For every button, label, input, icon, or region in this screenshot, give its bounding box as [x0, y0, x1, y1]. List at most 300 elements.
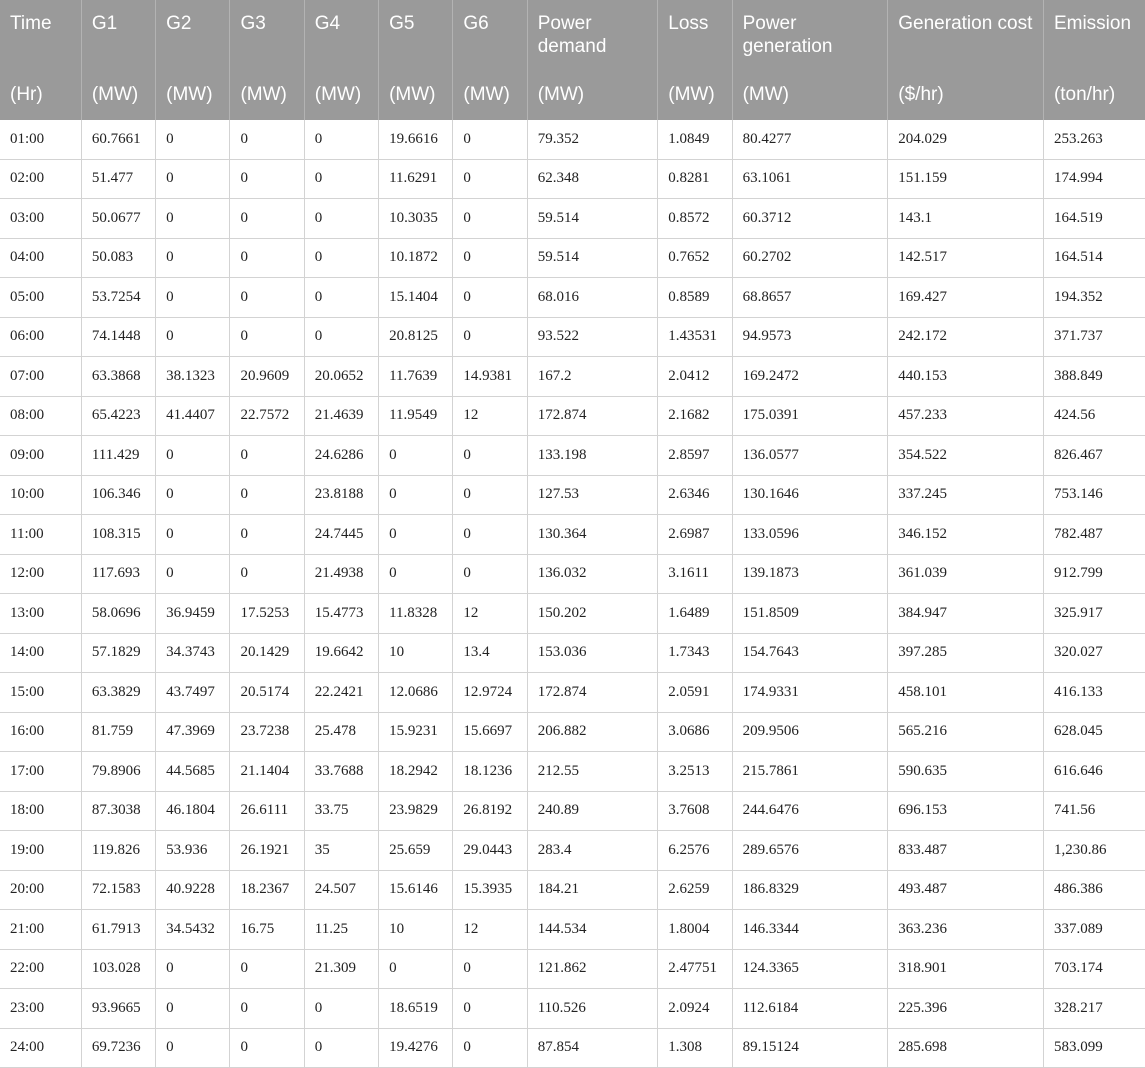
- column-header: Emission: [1043, 0, 1145, 70]
- table-cell: 60.7661: [81, 120, 155, 159]
- table-cell: 0: [379, 554, 453, 594]
- table-cell: 2.8597: [658, 436, 732, 476]
- time-cell: 06:00: [0, 317, 81, 357]
- time-cell: 19:00: [0, 831, 81, 871]
- time-cell: 15:00: [0, 673, 81, 713]
- table-row: [0, 199, 1145, 239]
- table-cell: 0: [230, 1028, 304, 1068]
- table-row: [0, 1028, 1145, 1068]
- table-cell: 346.152: [888, 515, 1044, 555]
- table-cell: 240.89: [527, 791, 658, 831]
- column-unit: (MW): [453, 70, 527, 120]
- table-cell: 12: [453, 396, 527, 436]
- table-cell: 397.285: [888, 633, 1044, 673]
- table-cell: 146.3344: [732, 910, 888, 950]
- table-cell: 0: [453, 159, 527, 199]
- time-cell: 24:00: [0, 1028, 81, 1068]
- table-cell: 371.737: [1043, 317, 1145, 357]
- table-cell: 242.172: [888, 317, 1044, 357]
- table-row: [0, 554, 1145, 594]
- table-cell: 0.7652: [658, 238, 732, 278]
- table-cell: 29.0443: [453, 831, 527, 871]
- table-cell: 0: [304, 199, 378, 239]
- table-cell: 361.039: [888, 554, 1044, 594]
- time-cell: 04:00: [0, 238, 81, 278]
- table-cell: 0: [304, 278, 378, 318]
- table-cell: 0: [230, 436, 304, 476]
- table-cell: 0: [304, 159, 378, 199]
- table-cell: 169.2472: [732, 357, 888, 397]
- table-cell: 46.1804: [156, 791, 230, 831]
- table-cell: 13.4: [453, 633, 527, 673]
- table-cell: 24.7445: [304, 515, 378, 555]
- column-header: G1: [81, 0, 155, 70]
- column-unit: (Hr): [0, 70, 81, 120]
- table-cell: 121.862: [527, 949, 658, 989]
- table-cell: 20.0652: [304, 357, 378, 397]
- table-cell: 6.2576: [658, 831, 732, 871]
- table-cell: 153.036: [527, 633, 658, 673]
- table-row: [0, 317, 1145, 357]
- table-cell: 0: [304, 238, 378, 278]
- table-cell: 2.6987: [658, 515, 732, 555]
- table-cell: 61.7913: [81, 910, 155, 950]
- table-cell: 0: [453, 475, 527, 515]
- time-cell: 03:00: [0, 199, 81, 239]
- column-unit: (MW): [156, 70, 230, 120]
- table-cell: 0: [453, 515, 527, 555]
- table-cell: 0: [230, 475, 304, 515]
- time-cell: 17:00: [0, 752, 81, 792]
- table-cell: 0: [230, 120, 304, 159]
- table-cell: 2.0412: [658, 357, 732, 397]
- table-cell: 87.3038: [81, 791, 155, 831]
- table-cell: 0: [156, 120, 230, 159]
- table-cell: 3.1611: [658, 554, 732, 594]
- table-cell: 0: [156, 1028, 230, 1068]
- table-cell: 3.2513: [658, 752, 732, 792]
- table-cell: 143.1: [888, 199, 1044, 239]
- column-header: Time: [0, 0, 81, 70]
- table-cell: 354.522: [888, 436, 1044, 476]
- time-cell: 07:00: [0, 357, 81, 397]
- time-cell: 14:00: [0, 633, 81, 673]
- table-cell: 60.3712: [732, 199, 888, 239]
- column-unit: (MW): [81, 70, 155, 120]
- table-cell: 0: [453, 989, 527, 1029]
- column-unit: (MW): [230, 70, 304, 120]
- table-cell: 41.4407: [156, 396, 230, 436]
- table-cell: 0: [453, 554, 527, 594]
- table-cell: 12.9724: [453, 673, 527, 713]
- table-row: [0, 159, 1145, 199]
- table-cell: 119.826: [81, 831, 155, 871]
- table-cell: 11.6291: [379, 159, 453, 199]
- table-cell: 19.6616: [379, 120, 453, 159]
- table-cell: 212.55: [527, 752, 658, 792]
- table-cell: 164.519: [1043, 199, 1145, 239]
- table-cell: 164.514: [1043, 238, 1145, 278]
- table-cell: 22.2421: [304, 673, 378, 713]
- column-header: Loss: [658, 0, 732, 70]
- column-header: G6: [453, 0, 527, 70]
- table-row: [0, 357, 1145, 397]
- table-cell: 103.028: [81, 949, 155, 989]
- table-cell: 133.0596: [732, 515, 888, 555]
- table-cell: 741.56: [1043, 791, 1145, 831]
- column-header: G2: [156, 0, 230, 70]
- table-cell: 0: [156, 436, 230, 476]
- table-row: [0, 633, 1145, 673]
- table-cell: 15.6146: [379, 870, 453, 910]
- table-cell: 20.8125: [379, 317, 453, 357]
- table-cell: 225.396: [888, 989, 1044, 1029]
- table-cell: 285.698: [888, 1028, 1044, 1068]
- table-cell: 19.6642: [304, 633, 378, 673]
- time-cell: 11:00: [0, 515, 81, 555]
- table-cell: 206.882: [527, 712, 658, 752]
- table-cell: 186.8329: [732, 870, 888, 910]
- time-cell: 05:00: [0, 278, 81, 318]
- table-cell: 753.146: [1043, 475, 1145, 515]
- column-unit: (ton/hr): [1043, 70, 1145, 120]
- table-cell: 486.386: [1043, 870, 1145, 910]
- table-cell: 616.646: [1043, 752, 1145, 792]
- table-cell: 58.0696: [81, 594, 155, 634]
- table-cell: 175.0391: [732, 396, 888, 436]
- table-cell: 590.635: [888, 752, 1044, 792]
- table-cell: 325.917: [1043, 594, 1145, 634]
- table-cell: 0: [379, 949, 453, 989]
- time-cell: 16:00: [0, 712, 81, 752]
- table-cell: 0: [230, 989, 304, 1029]
- table-cell: 17.5253: [230, 594, 304, 634]
- table-cell: 130.364: [527, 515, 658, 555]
- table-cell: 18.1236: [453, 752, 527, 792]
- table-cell: 1.6489: [658, 594, 732, 634]
- table-cell: 18.2942: [379, 752, 453, 792]
- header-label-row: [0, 0, 1145, 70]
- table-cell: 11.7639: [379, 357, 453, 397]
- table-cell: 15.3935: [453, 870, 527, 910]
- table-cell: 363.236: [888, 910, 1044, 950]
- table-cell: 26.1921: [230, 831, 304, 871]
- table-cell: 33.75: [304, 791, 378, 831]
- table-cell: 703.174: [1043, 949, 1145, 989]
- table-cell: 3.7608: [658, 791, 732, 831]
- table-cell: 144.534: [527, 910, 658, 950]
- table-cell: 36.9459: [156, 594, 230, 634]
- table-cell: 59.514: [527, 238, 658, 278]
- table-cell: 15.6697: [453, 712, 527, 752]
- table-cell: 0: [156, 475, 230, 515]
- table-cell: 2.6346: [658, 475, 732, 515]
- table-cell: 458.101: [888, 673, 1044, 713]
- column-header: Power demand: [527, 0, 658, 70]
- table-cell: 167.2: [527, 357, 658, 397]
- table-cell: 0: [156, 159, 230, 199]
- table-row: [0, 396, 1145, 436]
- table-cell: 25.478: [304, 712, 378, 752]
- table-cell: 10.1872: [379, 238, 453, 278]
- table-body: [0, 120, 1145, 1068]
- table-cell: 154.7643: [732, 633, 888, 673]
- column-unit: (MW): [527, 70, 658, 120]
- table-cell: 204.029: [888, 120, 1044, 159]
- time-cell: 10:00: [0, 475, 81, 515]
- table-cell: 11.9549: [379, 396, 453, 436]
- table-row: [0, 594, 1145, 634]
- table-cell: 68.8657: [732, 278, 888, 318]
- table-cell: 60.2702: [732, 238, 888, 278]
- table-cell: 26.6111: [230, 791, 304, 831]
- table-cell: 169.427: [888, 278, 1044, 318]
- table-cell: 10.3035: [379, 199, 453, 239]
- table-cell: 416.133: [1043, 673, 1145, 713]
- table-cell: 21.309: [304, 949, 378, 989]
- table-cell: 87.854: [527, 1028, 658, 1068]
- table-cell: 63.3868: [81, 357, 155, 397]
- table-cell: 26.8192: [453, 791, 527, 831]
- table-cell: 127.53: [527, 475, 658, 515]
- table-cell: 283.4: [527, 831, 658, 871]
- table-cell: 59.514: [527, 199, 658, 239]
- table-cell: 79.8906: [81, 752, 155, 792]
- table-cell: 0: [453, 436, 527, 476]
- table-cell: 15.9231: [379, 712, 453, 752]
- table-cell: 493.487: [888, 870, 1044, 910]
- table-cell: 0: [230, 317, 304, 357]
- table-cell: 22.7572: [230, 396, 304, 436]
- table-cell: 0: [453, 1028, 527, 1068]
- table-cell: 253.263: [1043, 120, 1145, 159]
- time-cell: 12:00: [0, 554, 81, 594]
- table-cell: 172.874: [527, 673, 658, 713]
- table-cell: 72.1583: [81, 870, 155, 910]
- table-cell: 0: [156, 278, 230, 318]
- table-cell: 0: [230, 278, 304, 318]
- table-cell: 384.947: [888, 594, 1044, 634]
- time-cell: 01:00: [0, 120, 81, 159]
- time-cell: 23:00: [0, 989, 81, 1029]
- table-cell: 0: [453, 278, 527, 318]
- table-cell: 74.1448: [81, 317, 155, 357]
- table-cell: 184.21: [527, 870, 658, 910]
- table-cell: 0: [156, 317, 230, 357]
- table-cell: 139.1873: [732, 554, 888, 594]
- table-cell: 1,230.86: [1043, 831, 1145, 871]
- table-cell: 215.7861: [732, 752, 888, 792]
- table-cell: 15.1404: [379, 278, 453, 318]
- table-cell: 80.4277: [732, 120, 888, 159]
- table-cell: 209.9506: [732, 712, 888, 752]
- table-cell: 16.75: [230, 910, 304, 950]
- table-cell: 35: [304, 831, 378, 871]
- table-cell: 0: [379, 475, 453, 515]
- table-cell: 457.233: [888, 396, 1044, 436]
- table-cell: 21.1404: [230, 752, 304, 792]
- table-cell: 0: [156, 515, 230, 555]
- table-cell: 63.1061: [732, 159, 888, 199]
- table-cell: 244.6476: [732, 791, 888, 831]
- column-header: Power generation: [732, 0, 888, 70]
- table-cell: 337.089: [1043, 910, 1145, 950]
- table-row: [0, 515, 1145, 555]
- table-cell: 3.0686: [658, 712, 732, 752]
- table-cell: 0.8572: [658, 199, 732, 239]
- table-cell: 50.083: [81, 238, 155, 278]
- table-cell: 320.027: [1043, 633, 1145, 673]
- table-cell: 14.9381: [453, 357, 527, 397]
- table-cell: 2.0591: [658, 673, 732, 713]
- table-cell: 65.4223: [81, 396, 155, 436]
- table-cell: 194.352: [1043, 278, 1145, 318]
- table-cell: 0: [453, 120, 527, 159]
- table-cell: 62.348: [527, 159, 658, 199]
- table-cell: 68.016: [527, 278, 658, 318]
- table-cell: 328.217: [1043, 989, 1145, 1029]
- table-cell: 18.2367: [230, 870, 304, 910]
- table-cell: 583.099: [1043, 1028, 1145, 1068]
- table-cell: 0: [156, 949, 230, 989]
- table-cell: 51.477: [81, 159, 155, 199]
- table-cell: 565.216: [888, 712, 1044, 752]
- table-cell: 0: [230, 554, 304, 594]
- table-row: [0, 475, 1145, 515]
- table-cell: 21.4938: [304, 554, 378, 594]
- table-cell: 108.315: [81, 515, 155, 555]
- column-unit: (MW): [379, 70, 453, 120]
- table-cell: 20.1429: [230, 633, 304, 673]
- table-cell: 172.874: [527, 396, 658, 436]
- table-cell: 81.759: [81, 712, 155, 752]
- table-cell: 57.1829: [81, 633, 155, 673]
- table-cell: 23.9829: [379, 791, 453, 831]
- table-cell: 150.202: [527, 594, 658, 634]
- table-cell: 23.7238: [230, 712, 304, 752]
- table-cell: 21.4639: [304, 396, 378, 436]
- table-row: [0, 673, 1145, 713]
- table-cell: 110.526: [527, 989, 658, 1029]
- table-cell: 47.3969: [156, 712, 230, 752]
- table-cell: 63.3829: [81, 673, 155, 713]
- table-cell: 174.994: [1043, 159, 1145, 199]
- table-row: [0, 752, 1145, 792]
- table-cell: 1.7343: [658, 633, 732, 673]
- table-cell: 628.045: [1043, 712, 1145, 752]
- table-row: [0, 910, 1145, 950]
- table-row: [0, 870, 1145, 910]
- table-cell: 2.0924: [658, 989, 732, 1029]
- table-cell: 0: [453, 949, 527, 989]
- table-cell: 19.4276: [379, 1028, 453, 1068]
- table-row: [0, 436, 1145, 476]
- table-cell: 20.5174: [230, 673, 304, 713]
- table-cell: 174.9331: [732, 673, 888, 713]
- table-cell: 34.3743: [156, 633, 230, 673]
- column-unit: (MW): [658, 70, 732, 120]
- column-header: G4: [304, 0, 378, 70]
- table-cell: 44.5685: [156, 752, 230, 792]
- table-cell: 112.6184: [732, 989, 888, 1029]
- table-cell: 318.901: [888, 949, 1044, 989]
- table-row: [0, 238, 1145, 278]
- table-row: [0, 278, 1145, 318]
- table-header: [0, 0, 1145, 120]
- table-cell: 136.032: [527, 554, 658, 594]
- table-cell: 0: [156, 238, 230, 278]
- table-cell: 2.1682: [658, 396, 732, 436]
- table-cell: 124.3365: [732, 949, 888, 989]
- table-cell: 151.8509: [732, 594, 888, 634]
- table-cell: 111.429: [81, 436, 155, 476]
- table-cell: 0: [230, 238, 304, 278]
- table-cell: 11.25: [304, 910, 378, 950]
- table-cell: 0: [379, 436, 453, 476]
- table-cell: 337.245: [888, 475, 1044, 515]
- table-cell: 43.7497: [156, 673, 230, 713]
- table-cell: 424.56: [1043, 396, 1145, 436]
- table-cell: 53.7254: [81, 278, 155, 318]
- table-cell: 0: [156, 989, 230, 1029]
- table-cell: 0: [304, 120, 378, 159]
- table-row: [0, 949, 1145, 989]
- table-cell: 15.4773: [304, 594, 378, 634]
- table-cell: 912.799: [1043, 554, 1145, 594]
- time-cell: 21:00: [0, 910, 81, 950]
- table-cell: 24.6286: [304, 436, 378, 476]
- table-cell: 25.659: [379, 831, 453, 871]
- table-cell: 10: [379, 633, 453, 673]
- table-cell: 0.8589: [658, 278, 732, 318]
- column-unit: ($/hr): [888, 70, 1044, 120]
- table-cell: 133.198: [527, 436, 658, 476]
- table-cell: 0: [453, 317, 527, 357]
- column-header: G5: [379, 0, 453, 70]
- table-cell: 0: [453, 238, 527, 278]
- header-unit-row: [0, 70, 1145, 120]
- table-cell: 833.487: [888, 831, 1044, 871]
- table-cell: 89.15124: [732, 1028, 888, 1068]
- table-cell: 53.936: [156, 831, 230, 871]
- table-cell: 826.467: [1043, 436, 1145, 476]
- table-cell: 79.352: [527, 120, 658, 159]
- table-cell: 130.1646: [732, 475, 888, 515]
- table-cell: 40.9228: [156, 870, 230, 910]
- table-cell: 289.6576: [732, 831, 888, 871]
- column-unit: (MW): [732, 70, 888, 120]
- table-cell: 388.849: [1043, 357, 1145, 397]
- table-cell: 106.346: [81, 475, 155, 515]
- table-cell: 0: [156, 554, 230, 594]
- table-cell: 1.43531: [658, 317, 732, 357]
- time-cell: 13:00: [0, 594, 81, 634]
- table-cell: 24.507: [304, 870, 378, 910]
- table-cell: 69.7236: [81, 1028, 155, 1068]
- table-cell: 34.5432: [156, 910, 230, 950]
- table-cell: 0: [230, 949, 304, 989]
- table-cell: 23.8188: [304, 475, 378, 515]
- table-cell: 1.0849: [658, 120, 732, 159]
- column-unit: (MW): [304, 70, 378, 120]
- table-cell: 10: [379, 910, 453, 950]
- table-cell: 0: [230, 159, 304, 199]
- table-cell: 93.9665: [81, 989, 155, 1029]
- table-cell: 696.153: [888, 791, 1044, 831]
- table-cell: 1.8004: [658, 910, 732, 950]
- column-header: Generation cost: [888, 0, 1044, 70]
- table-cell: 440.153: [888, 357, 1044, 397]
